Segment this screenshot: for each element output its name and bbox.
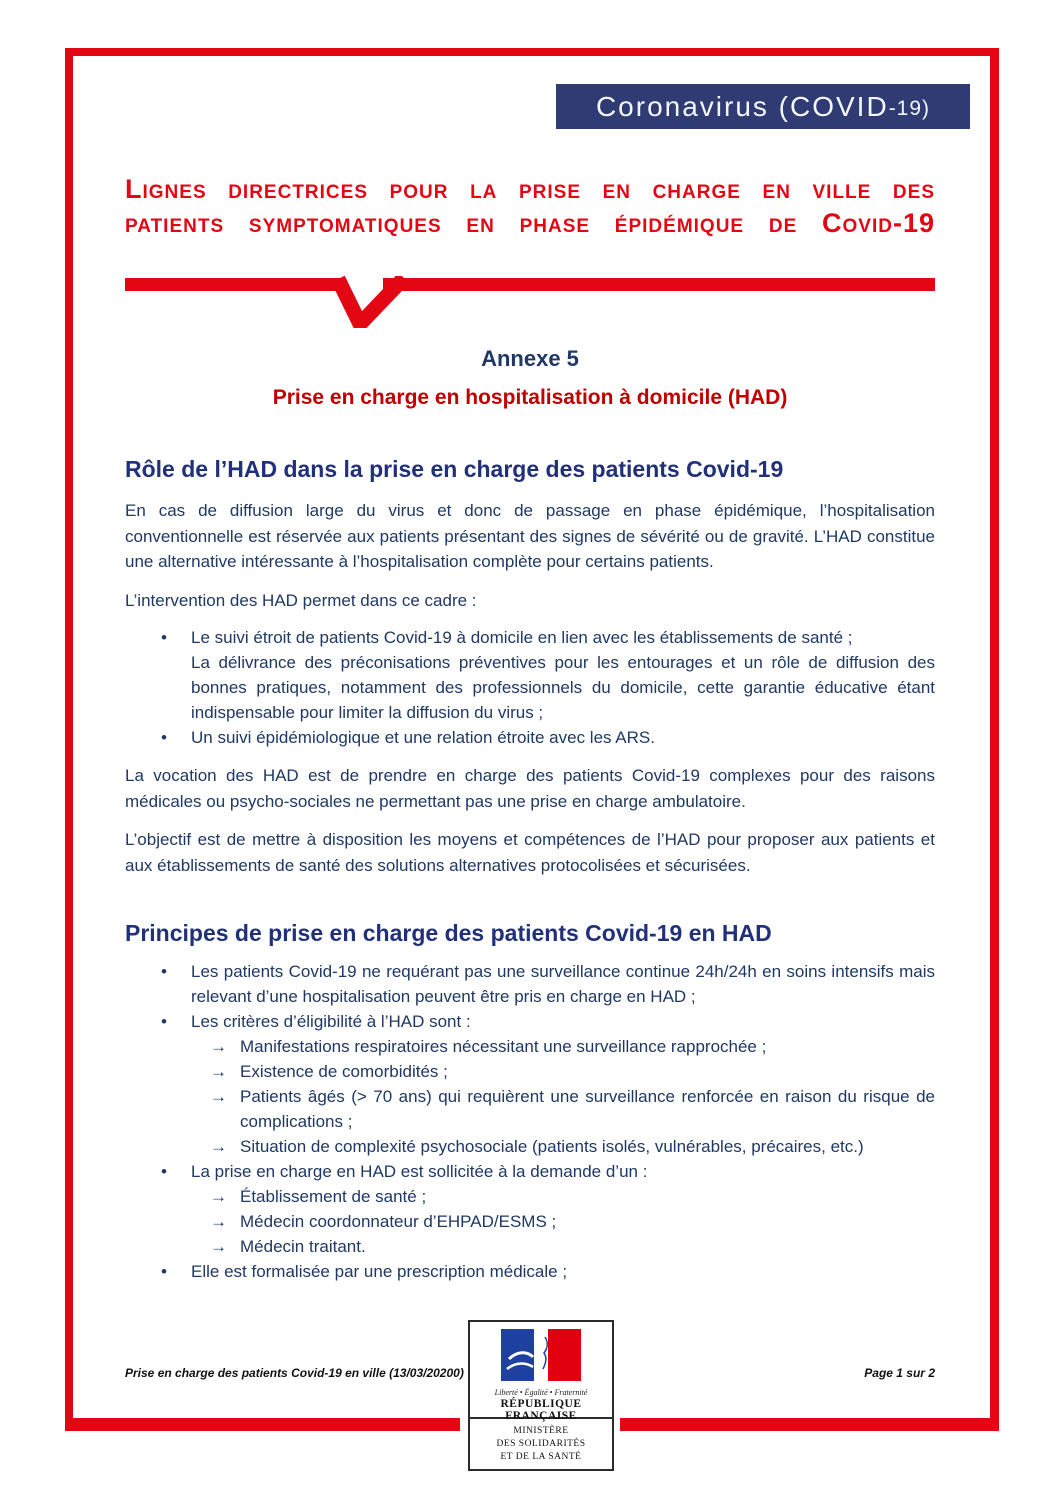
list-item-text: Patients âgés (> 70 ans) qui requièrent une surveillance renforcée en raison du risque de complications ; — [240, 1087, 935, 1131]
arrow-icon: → — [210, 1187, 227, 1206]
arrow-icon: → — [210, 1037, 227, 1056]
section1-paragraph3: La vocation des HAD est de prendre en charge des patients Covid-19 complexes pour des raisons médicales ou psycho-sociales ne permettant pas une prise en charge ambulatoire. — [125, 766, 935, 811]
section2-heading: Principes de prise en charge des patients Covid-19 en HAD — [125, 920, 772, 946]
list-item — [125, 1234, 935, 1259]
logo-ministry-line3: ET DE LA SANTÉ — [500, 1452, 582, 1462]
list-item-text: Établissement de santé ; — [240, 1187, 427, 1206]
list-item-text: La prise en charge en HAD est sollicitée à la demande d’un : — [191, 1162, 648, 1181]
list-item — [125, 1159, 935, 1184]
footer-document-reference: Prise en charge des patients Covid-19 en ville (13/03/20200) — [125, 1366, 464, 1380]
republique-francaise-logo — [468, 1320, 614, 1471]
list-item-text: Un suivi épidémiologique et une relation étroite avec les ARS. — [191, 728, 655, 747]
list-item — [125, 1209, 935, 1234]
bullet-icon: • — [161, 728, 167, 747]
bullet-icon: • — [161, 1162, 167, 1181]
list-item — [125, 1134, 935, 1159]
list-item — [125, 725, 935, 750]
section2-list — [125, 959, 935, 1284]
logo-republic: RÉPUBLIQUE FRANÇAISE — [500, 1398, 582, 1422]
logo-ministry-box — [468, 1417, 614, 1471]
arrow-icon: → — [210, 1062, 227, 1081]
section1-heading: Rôle de l’HAD dans la prise en charge des patients Covid-19 — [125, 456, 784, 482]
document-title-line1: Lignes directrices pour la prise en charge en ville des — [125, 174, 935, 204]
section1-paragraph4: L’objectif est de mettre à disposition les moyens et compétences de l’HAD pour proposer aux patients et aux établissements de santé des solutions alternatives protocolisées et sécurisées. — [125, 830, 935, 875]
list-item-text: La délivrance des préconisations préventives pour les entourages et un rôle de diffusion des bonnes pratiques, notamment des professionnels du domicile, cette garantie éducative étant indispensable pour limiter la diffusion du virus ; — [191, 653, 935, 722]
list-item — [125, 1084, 935, 1134]
section1-paragraph2: L’intervention des HAD permet dans ce cadre : — [125, 590, 477, 610]
bullet-icon: • — [161, 1012, 167, 1031]
page-border-top — [65, 48, 999, 56]
footer-page-number: Page 1 sur 2 — [864, 1366, 935, 1380]
page-border-left — [65, 48, 73, 1431]
list-item-text: Les patients Covid-19 ne requérant pas une surveillance continue 24h/24h en soins intensifs mais relevant d’une hospitalisation peuvent être pris en charge en HAD ; — [191, 962, 935, 1006]
bullet-icon: • — [161, 1262, 167, 1281]
list-item — [125, 1184, 935, 1209]
list-item-text: Situation de complexité psychosociale (patients isolés, vulnérables, précaires, etc.) — [240, 1137, 864, 1156]
list-item-text: Les critères d’éligibilité à l’HAD sont : — [191, 1012, 471, 1031]
list-item-text: Le suivi étroit de patients Covid-19 à domicile en lien avec les établissements de santé ; — [191, 628, 853, 647]
list-item — [125, 1034, 935, 1059]
list-item — [125, 1259, 935, 1284]
list-item — [125, 1059, 935, 1084]
page-border-bottom-left — [65, 1418, 460, 1431]
bullet-icon: • — [161, 628, 167, 647]
list-item-text: Médecin traitant. — [240, 1237, 366, 1256]
red-checkmark-divider — [125, 276, 935, 328]
list-item-text: Médecin coordonnateur d’EHPAD/ESMS ; — [240, 1212, 557, 1231]
list-item-text: Existence de comorbidités ; — [240, 1062, 448, 1081]
logo-republic-box — [468, 1320, 614, 1422]
logo-ministry-line1: MINISTÈRE — [513, 1426, 569, 1436]
section1-paragraph1: En cas de diffusion large du virus et donc de passage en phase épidémique, l’hospitalisation conventionnelle est réservée aux patients présentant des signes de sévérité ou de gravité. L’HAD constitue une alternative intéressante à l’hospitalisation complète pour certains patients. — [125, 501, 935, 571]
annexe-heading: Annexe 5 — [481, 346, 579, 371]
document-body — [125, 172, 935, 1284]
list-item — [125, 1009, 935, 1034]
french-flag-marianne-icon — [501, 1329, 581, 1381]
document-title — [125, 172, 935, 240]
banner-title-suffix: -19) — [888, 96, 931, 120]
banner-title: Coronavirus (COVID — [595, 90, 889, 122]
arrow-icon: → — [210, 1087, 227, 1106]
page-border-bottom-right — [620, 1418, 999, 1431]
annexe-subtitle: Prise en charge en hospitalisation à domicile (HAD) — [272, 386, 788, 409]
arrow-icon: → — [210, 1237, 227, 1256]
arrow-icon: → — [210, 1212, 227, 1231]
document-title-line2: patients symptomatiques en phase épidémique de Covid-19 — [125, 208, 935, 238]
list-item — [125, 625, 935, 725]
logo-motto: Liberté • Égalité • Fraternité — [494, 1388, 588, 1397]
list-item-text: Elle est formalisée par une prescription médicale ; — [191, 1262, 568, 1281]
page-border-right — [990, 48, 999, 1431]
coronavirus-banner — [556, 84, 970, 129]
list-item — [125, 959, 935, 1009]
logo-ministry-line2: DES SOLIDARITÉS — [496, 1439, 586, 1449]
section1-list — [125, 625, 935, 750]
arrow-icon: → — [210, 1137, 227, 1156]
bullet-icon: • — [161, 962, 167, 981]
list-item-text: Manifestations respiratoires nécessitant une surveillance rapprochée ; — [240, 1037, 767, 1056]
